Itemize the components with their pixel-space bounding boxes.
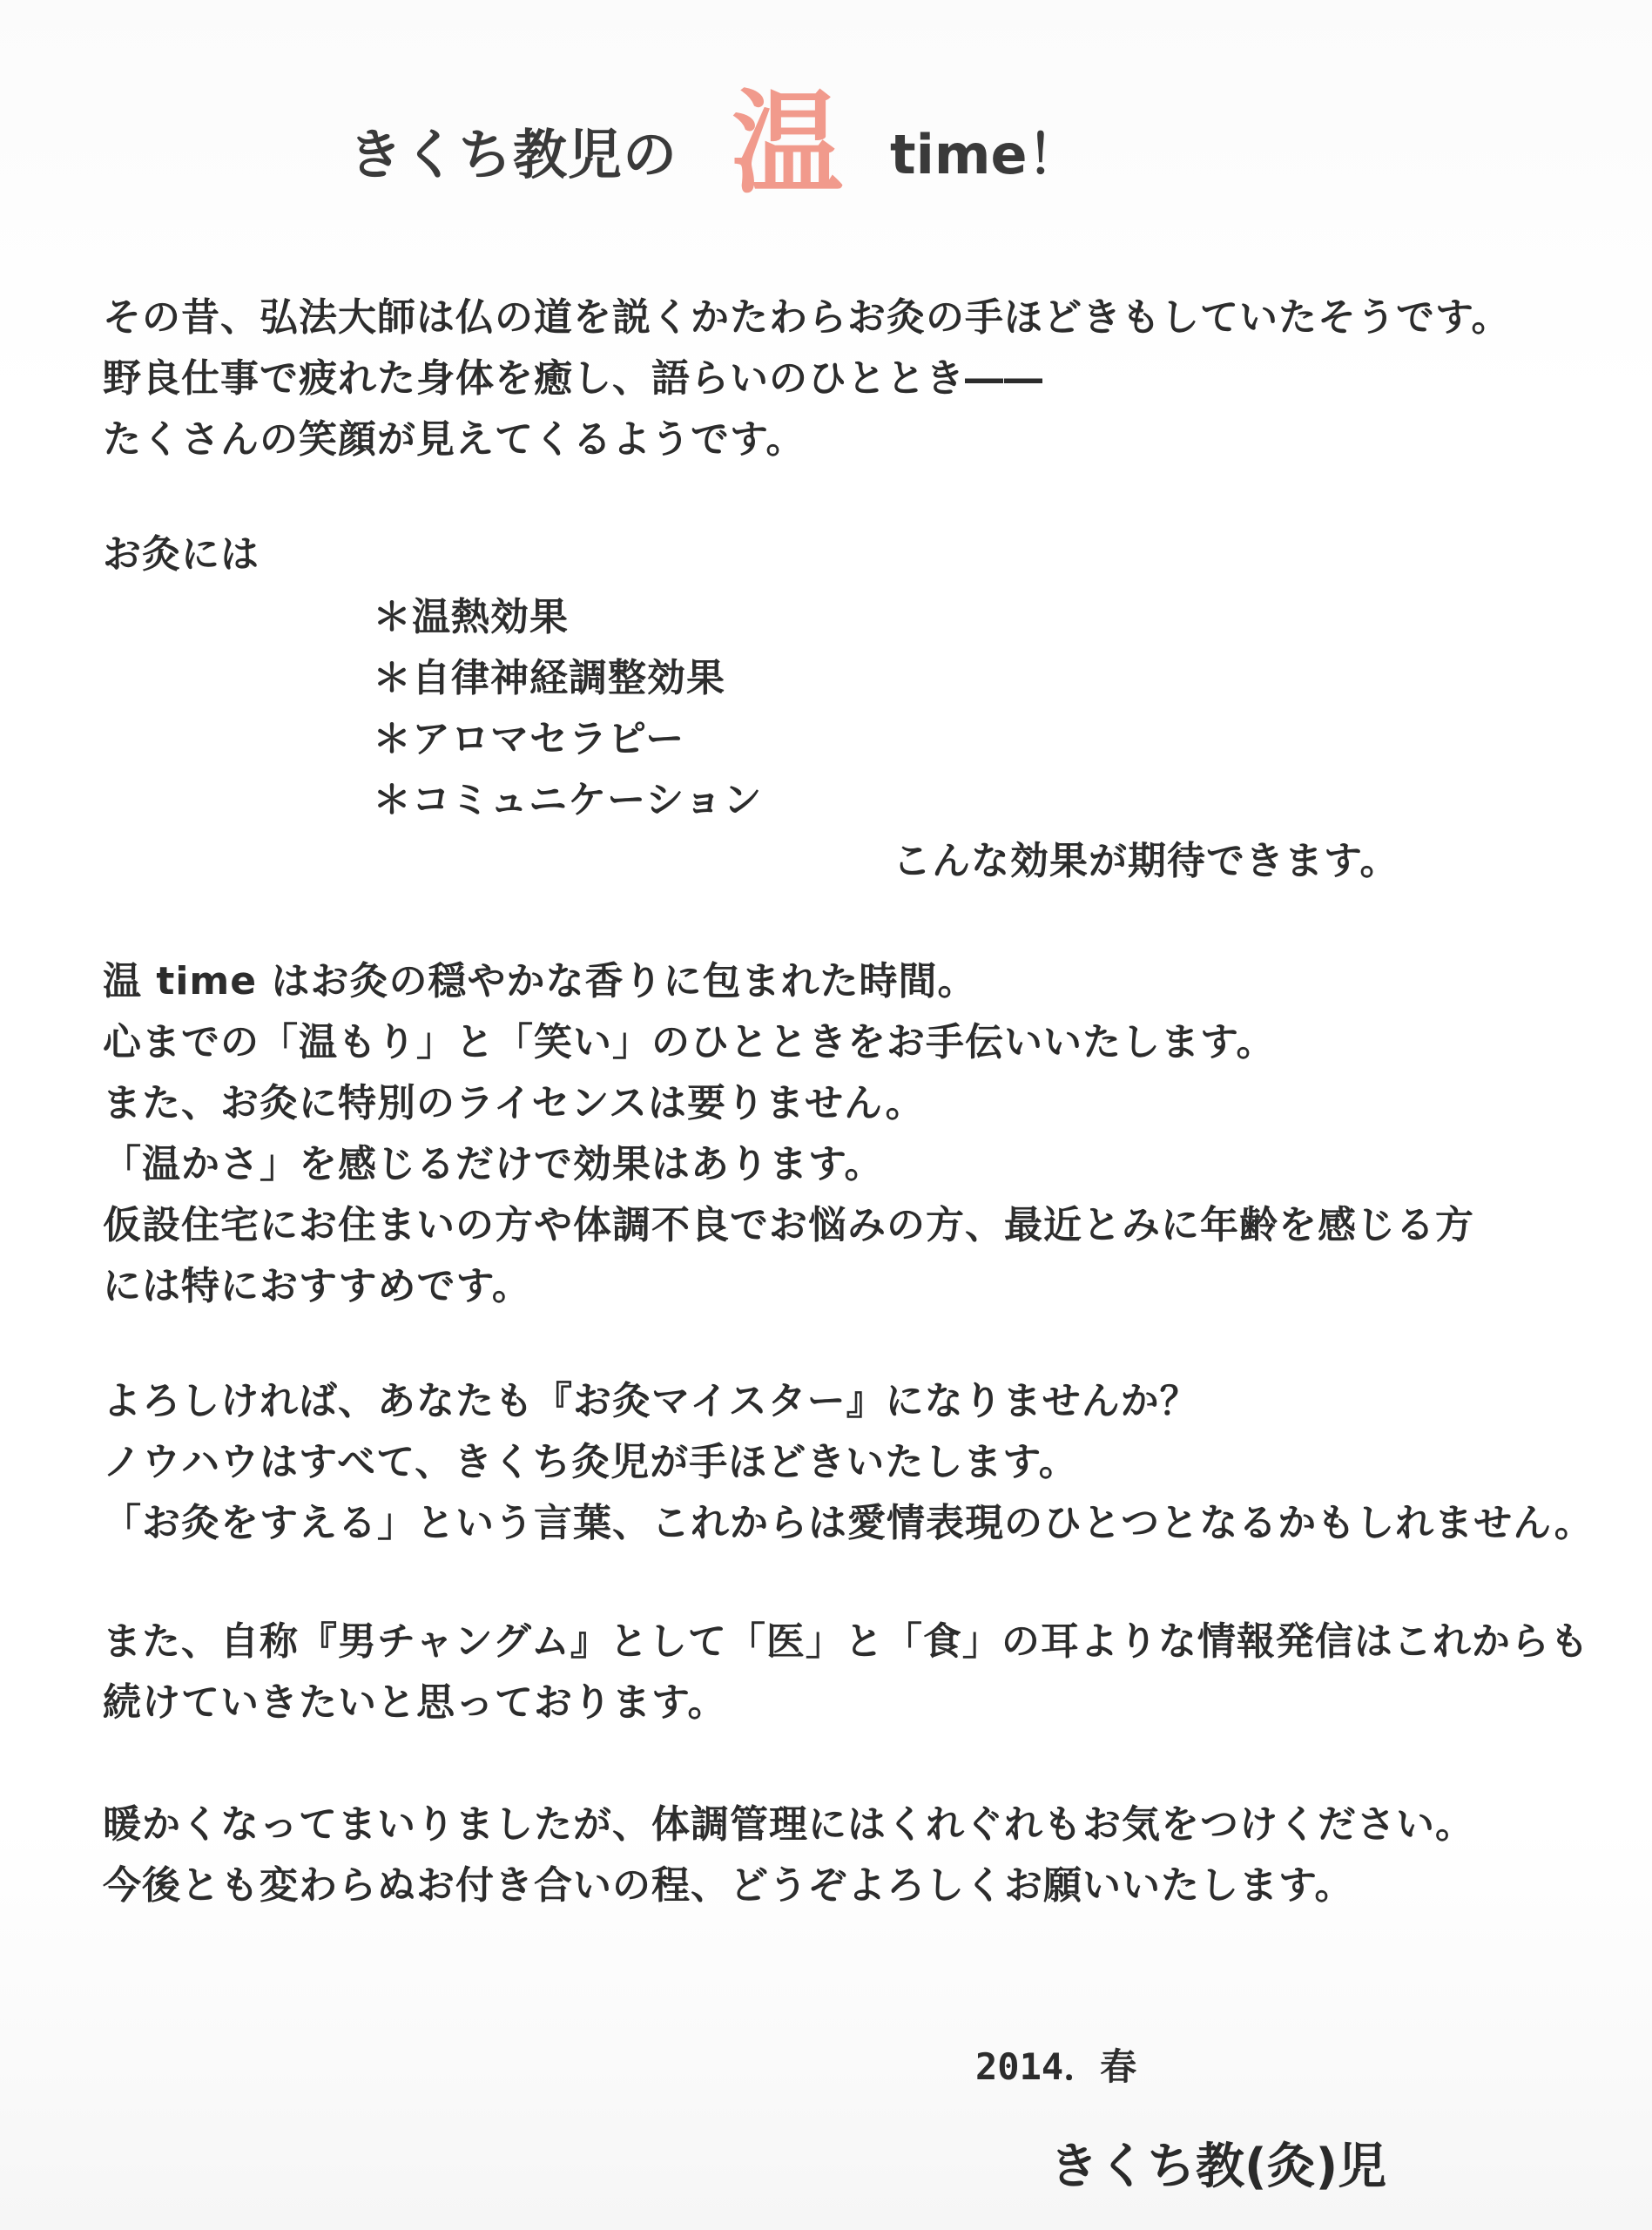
effects-lead: お灸には (103, 532, 260, 577)
effect-item: ＊コミュニケーション (373, 778, 763, 822)
effects-closing: こんな効果が期待できます。 (893, 839, 1399, 883)
paragraph5-line-2: 今後とも変わらぬお付き合いの程、どうぞよろしくお願いいたします。 (103, 1863, 1354, 1908)
paragraph3-line-2: ノウハウはすべて、きくち灸児が手ほどきいたします。 (103, 1440, 1078, 1484)
title-highlight-kanji: 温 (732, 78, 844, 209)
paragraph2-line-6: には特におすすめです。 (103, 1264, 531, 1308)
title-prefix: きくち教児の (348, 123, 678, 186)
paragraph2-line-4: 「温かさ」を感じるだけで効果はあります。 (103, 1142, 884, 1186)
intro-line-3: たくさんの笑顔が見えてくるようです。 (103, 417, 806, 462)
effect-item: ＊自律神経調整効果 (373, 656, 725, 700)
title-suffix: time！ (890, 123, 1082, 186)
intro-line-1: その昔、弘法大師は仏の道を説くかたわらお灸の手ほどきもしていたそうです。 (103, 295, 1511, 340)
paragraph2-line-1: 温 time はお灸の穏やかな香りに包まれた時間。 (103, 959, 977, 1004)
effect-item: ＊アロマセラピー (373, 717, 685, 761)
paragraph4-line-1: また、自称『男チャングム』として「医」と「食」の耳よりな情報発信はこれからも (103, 1619, 1589, 1664)
paragraph4-line-2: 続けていきたいと思っております。 (103, 1680, 727, 1725)
letter-date: 2014．春 (975, 2045, 1137, 2088)
paragraph2-line-3: また、お灸に特別のライセンスは要りません。 (103, 1081, 925, 1125)
intro-line-2: 野良仕事で疲れた身体を癒し、語らいのひととき―― (103, 356, 1043, 401)
effect-item: ＊温熱効果 (373, 595, 569, 639)
paragraph2-line-2: 心までの「温もり」と「笑い」のひとときをお手伝いいたします。 (103, 1020, 1276, 1064)
paragraph3-line-1: よろしければ、あなたも『お灸マイスター』になりませんか？ (103, 1379, 1199, 1423)
paragraph2-line-5: 仮設住宅にお住まいの方や体調不良でお悩みの方、最近とみに年齢を感じる方 (103, 1203, 1474, 1247)
signature: きくち教(灸)児 (1049, 2139, 1387, 2195)
paragraph3-line-3: 「お灸をすえる」という言葉、これからは愛情表現のひとつとなるかもしれません。 (103, 1501, 1594, 1545)
paragraph5-line-1: 暖かくなってまいりましたが、体調管理にはくれぐれもお気をつけください。 (103, 1802, 1474, 1847)
